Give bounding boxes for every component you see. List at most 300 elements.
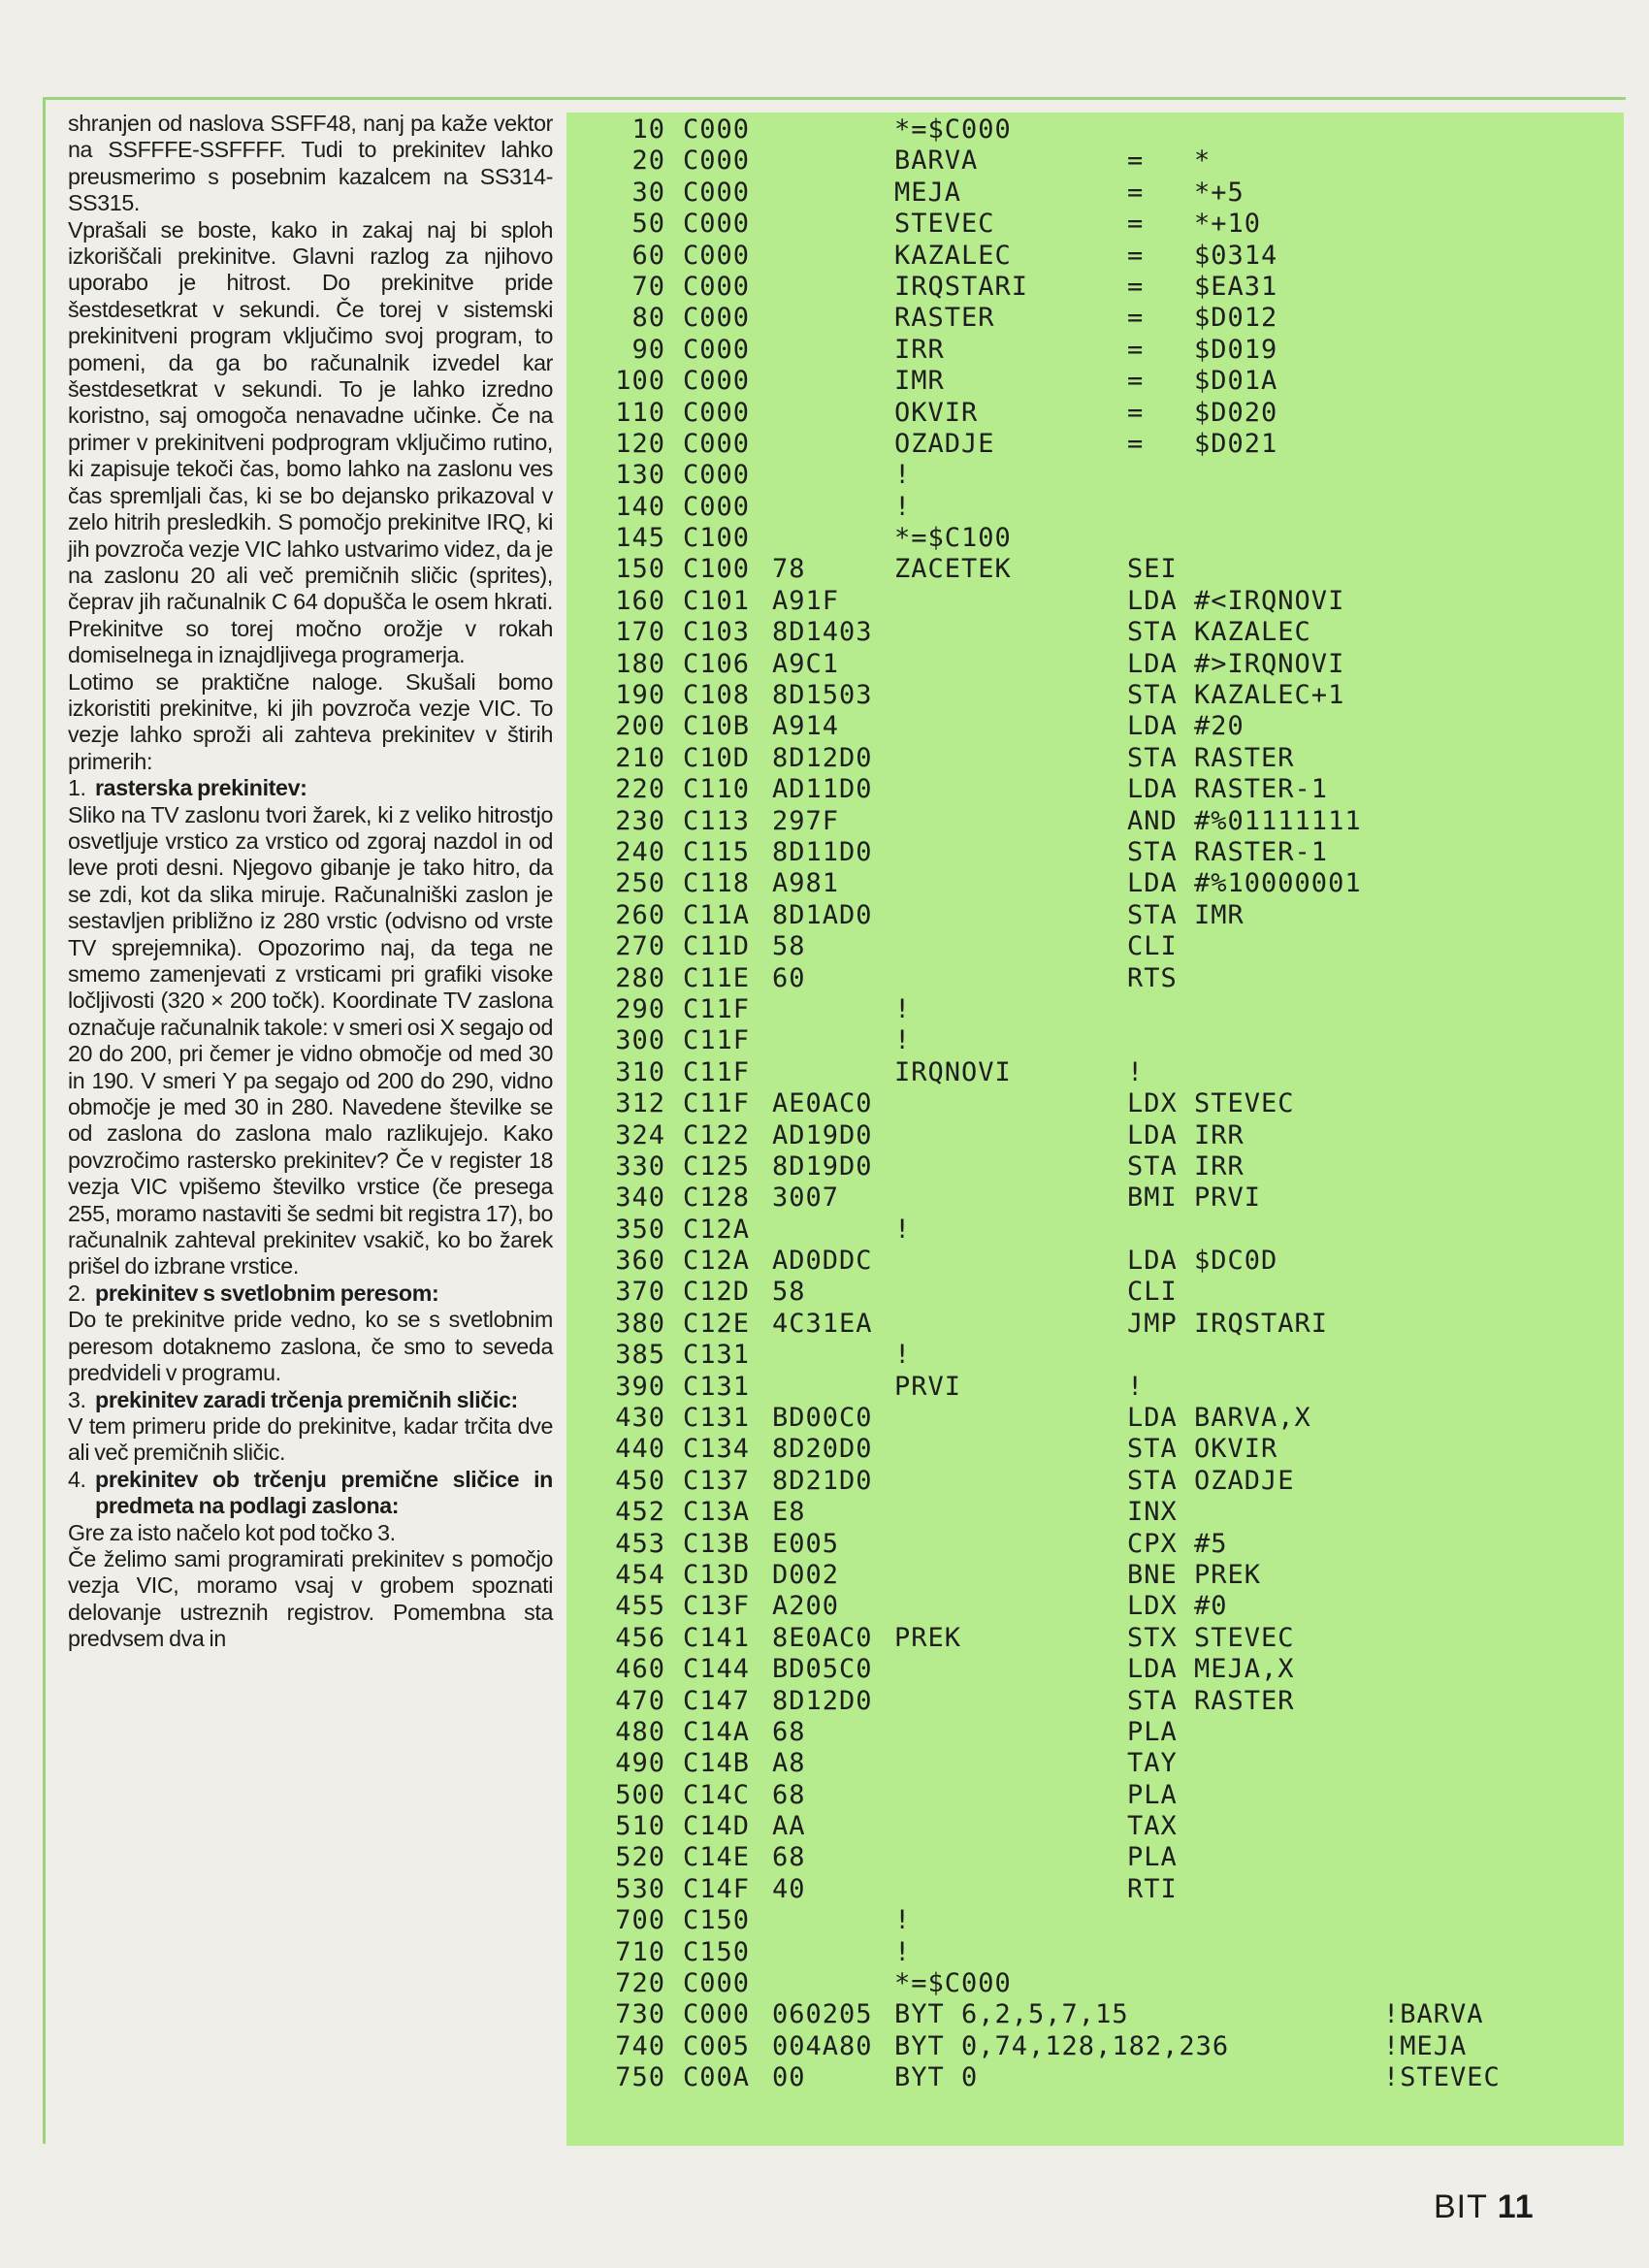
code-line — [578, 303, 1616, 334]
line-number: 240 — [615, 836, 665, 867]
line-number: 270 — [615, 931, 665, 962]
address: C11D — [683, 931, 751, 962]
code-line — [578, 1591, 1616, 1622]
line-number: 500 — [615, 1779, 665, 1810]
assembly-code-listing — [578, 114, 1616, 2094]
code-line — [578, 806, 1616, 837]
address: C134 — [683, 1434, 751, 1465]
operation: LDA IRR — [1127, 1119, 1245, 1150]
line-number: 50 — [631, 209, 665, 240]
code-line — [578, 366, 1616, 397]
hex-bytes: 60 — [772, 962, 806, 993]
address: C137 — [683, 1465, 751, 1496]
code-line — [578, 1811, 1616, 1842]
label: IMR — [894, 366, 945, 397]
line-number: 80 — [631, 303, 665, 334]
address: C000 — [683, 303, 751, 334]
line-number: 430 — [615, 1403, 665, 1434]
line-number: 720 — [615, 1968, 665, 1999]
line-number: 370 — [615, 1277, 665, 1308]
list-heading — [68, 1467, 553, 1520]
label: MEJA — [894, 177, 962, 208]
code-line — [578, 1780, 1616, 1811]
address: C131 — [683, 1403, 751, 1434]
code-line — [578, 1088, 1616, 1119]
code-line — [578, 1654, 1616, 1685]
line-number: 460 — [615, 1654, 665, 1685]
code-line — [578, 1151, 1616, 1183]
operation: = $D01A — [1127, 366, 1278, 397]
address: C000 — [683, 114, 751, 145]
page-footer — [1434, 2188, 1535, 2226]
code-line — [578, 178, 1616, 209]
article-text-column — [68, 111, 553, 1653]
hex-bytes: A981 — [772, 868, 840, 899]
code-line — [578, 1874, 1616, 1905]
line-number: 330 — [615, 1150, 665, 1182]
label: ! — [894, 1025, 912, 1056]
label: OKVIR — [894, 397, 979, 428]
hex-bytes: 004A80 — [772, 2030, 873, 2061]
operation: INX — [1127, 1497, 1178, 1528]
operation: CLI — [1127, 931, 1178, 962]
label: STEVEC — [894, 209, 995, 240]
list-number: 3. — [68, 1386, 86, 1412]
line-number: 140 — [615, 491, 665, 522]
label: OZADJE — [894, 428, 995, 459]
line-number: 312 — [615, 1088, 665, 1119]
code-line — [578, 586, 1616, 617]
line-number: 145 — [615, 523, 665, 554]
hex-bytes: 8D12D0 — [772, 742, 873, 773]
operation: LDA #<IRQNOVI — [1127, 585, 1345, 616]
operation: CPX #5 — [1127, 1528, 1228, 1559]
list-heading — [68, 1280, 553, 1307]
address: C11F — [683, 1025, 751, 1056]
operation: CLI — [1127, 1277, 1178, 1308]
line-number: 290 — [615, 993, 665, 1024]
list-heading-text: rasterska prekinitev: — [95, 775, 307, 801]
address: C000 — [683, 177, 751, 208]
list-number: 1. — [68, 775, 86, 801]
label: ! — [894, 1905, 912, 1936]
code-line — [578, 1025, 1616, 1056]
address: C14B — [683, 1748, 751, 1779]
operation: LDA #>IRQNOVI — [1127, 648, 1345, 679]
address: C100 — [683, 523, 751, 554]
line-number: 455 — [615, 1591, 665, 1622]
address: C11A — [683, 899, 751, 930]
line-number: 452 — [615, 1497, 665, 1528]
code-line — [578, 1968, 1616, 1999]
address: C00A — [683, 2062, 751, 2093]
hex-bytes: BD05C0 — [772, 1654, 873, 1685]
code-line — [578, 1560, 1616, 1591]
paragraph: Če želimo sami programirati prekinitev s pomočjo vezja VIC, moramo vsaj v grobem spoznati delovanje ustreznih registrov. Pomembna sta predvsem dva in — [68, 1545, 553, 1652]
address: C108 — [683, 680, 751, 711]
hex-bytes: 68 — [772, 1842, 806, 1873]
address: C000 — [683, 209, 751, 240]
code-line — [578, 523, 1616, 554]
line-number: 150 — [615, 554, 665, 585]
operation: BMI PRVI — [1127, 1183, 1262, 1214]
operation: STA IRR — [1127, 1150, 1245, 1182]
hex-bytes: 060205 — [772, 1999, 873, 2030]
line-number: 210 — [615, 742, 665, 773]
label: PRVI — [894, 1371, 962, 1402]
line-number: 730 — [615, 1999, 665, 2030]
line-number: 250 — [615, 868, 665, 899]
code-line — [578, 680, 1616, 711]
page-number: 11 — [1497, 2188, 1535, 2225]
hex-bytes: 8D11D0 — [772, 836, 873, 867]
hex-bytes: 40 — [772, 1873, 806, 1904]
code-line — [578, 963, 1616, 994]
hex-bytes: D002 — [772, 1559, 840, 1590]
code-line — [578, 429, 1616, 460]
line-number: 190 — [615, 680, 665, 711]
address: C100 — [683, 554, 751, 585]
address: C13A — [683, 1497, 751, 1528]
label: IRQNOVI — [894, 1056, 1012, 1087]
operation: = $0314 — [1127, 240, 1278, 271]
operation: TAY — [1127, 1748, 1178, 1779]
hex-bytes: A200 — [772, 1591, 840, 1622]
comment: !STEVEC — [1383, 2062, 1501, 2093]
line-number: 280 — [615, 962, 665, 993]
list-heading — [68, 1387, 553, 1413]
hex-bytes: 8E0AC0 — [772, 1622, 873, 1653]
operation: TAX — [1127, 1811, 1178, 1842]
paragraph: Gre za isto načelo kot pod točko 3. — [68, 1519, 396, 1545]
operation: RTS — [1127, 962, 1178, 993]
address: C000 — [683, 334, 751, 365]
code-line — [578, 272, 1616, 303]
line-number: 520 — [615, 1842, 665, 1873]
operation: STA RASTER — [1127, 742, 1295, 773]
code-line — [578, 1434, 1616, 1465]
hex-bytes: 8D19D0 — [772, 1150, 873, 1182]
label: ! — [894, 460, 912, 491]
address: C106 — [683, 648, 751, 679]
operation: LDA BARVA,X — [1127, 1403, 1311, 1434]
address: C000 — [683, 366, 751, 397]
hex-bytes: 8D12D0 — [772, 1685, 873, 1716]
line-number: 300 — [615, 1025, 665, 1056]
code-line — [578, 994, 1616, 1025]
operation: STA RASTER — [1127, 1685, 1295, 1716]
code-line — [578, 711, 1616, 742]
address: C128 — [683, 1183, 751, 1214]
line-number: 740 — [615, 2030, 665, 2061]
line-number: 453 — [615, 1528, 665, 1559]
operation: = *+5 — [1127, 177, 1245, 208]
address: C14E — [683, 1842, 751, 1873]
code-line — [578, 1529, 1616, 1560]
address: C13F — [683, 1591, 751, 1622]
line-number: 350 — [615, 1214, 665, 1245]
line-number: 480 — [615, 1716, 665, 1747]
operation: = $EA31 — [1127, 271, 1278, 302]
label: ! — [894, 1936, 912, 1967]
code-line — [578, 743, 1616, 774]
line-number: 530 — [615, 1873, 665, 1904]
hex-bytes: 58 — [772, 931, 806, 962]
hex-bytes: 8D20D0 — [772, 1434, 873, 1465]
code-line — [578, 1466, 1616, 1497]
code-line — [578, 649, 1616, 680]
paragraph: Vprašali se boste, kako in zakaj naj bi sploh izkoriščali prekinitve. Glavni razlog za njihovo uporabo je hitrost. Do prekinitve pride šestdesetkrat v sekundi. Če torej v sistemski prekinitveni program vključimo svoj program, to pomeni, da ga bo računalnik izvedel kar šestdesetkrat v sekundi. To je lahko izredno koristno, saj omogoča nenavadne učinke. Če na primer v prekinitveni podprogram vključimo rutino, ki zapisuje tekoči čas, bomo lahko na zaslonu ves čas spremljali čas, ki se bo dejansko prikazoval v zelo hitrih presledkih. S pomočjo prekinitve IRQ, ki jih povzroča vezje VIC lahko ustvarimo videz, da je na zaslonu 20 ali več premičnih sličic (sprites), čeprav jih računalnik C 64 dopušča le osem hkrati. Prekinitve so torej močno orožje v rokah domiselnega in iznajdljivega programerja. — [68, 216, 553, 668]
code-line — [578, 1999, 1616, 2030]
code-line — [578, 1403, 1616, 1434]
address: C12E — [683, 1308, 751, 1339]
address: C144 — [683, 1654, 751, 1685]
hex-bytes: AD0DDC — [772, 1246, 873, 1277]
line-number: 200 — [615, 711, 665, 742]
operation: = $D020 — [1127, 397, 1278, 428]
code-line — [578, 617, 1616, 648]
code-line — [578, 146, 1616, 177]
line-number: 70 — [631, 271, 665, 302]
label: BARVA — [894, 146, 979, 177]
label: IRQSTARI — [894, 271, 1029, 302]
address: C115 — [683, 836, 751, 867]
list-heading — [68, 775, 553, 801]
list-heading-text: prekinitev zaradi trčenja premičnih sličic: — [95, 1386, 518, 1412]
operation: STX STEVEC — [1127, 1622, 1295, 1653]
line-number: 60 — [631, 240, 665, 271]
line-number: 390 — [615, 1371, 665, 1402]
paragraph: Lotimo se praktične naloge. Skušali bomo izkoristiti prekinitve, ki jih povzroča vezje VIC. To vezje lahko sproži ali zahteva prekinitev v štirih primerih: — [68, 668, 553, 774]
operation: AND #%01111111 — [1127, 805, 1362, 836]
label: KAZALEC — [894, 240, 1012, 271]
hex-bytes: 297F — [772, 805, 840, 836]
paragraph: V tem primeru pride do prekinitve, kadar trčita dve ali več premičnih sličic. — [68, 1412, 553, 1466]
line-number: 310 — [615, 1056, 665, 1087]
hex-bytes: 68 — [772, 1716, 806, 1747]
address: C10D — [683, 742, 751, 773]
address: C11E — [683, 962, 751, 993]
list-heading-text: prekinitev s svetlobnim peresom: — [95, 1280, 439, 1306]
line-number: 130 — [615, 460, 665, 491]
code-line — [578, 1246, 1616, 1277]
code-line — [578, 460, 1616, 491]
line-number: 380 — [615, 1308, 665, 1339]
label: ! — [894, 1214, 912, 1245]
line-number: 10 — [631, 114, 665, 145]
hex-bytes: 8D1AD0 — [772, 899, 873, 930]
address: C110 — [683, 774, 751, 805]
code-line — [578, 1309, 1616, 1340]
hex-bytes: BD00C0 — [772, 1403, 873, 1434]
operation: STA KAZALEC+1 — [1127, 680, 1345, 711]
hex-bytes: 00 — [772, 2062, 806, 2093]
comment: !BARVA — [1383, 1999, 1484, 2030]
address: C000 — [683, 1968, 751, 1999]
hex-bytes: 8D1503 — [772, 680, 873, 711]
operation: STA RASTER-1 — [1127, 836, 1329, 867]
operation: = $D021 — [1127, 428, 1278, 459]
hex-bytes: 68 — [772, 1779, 806, 1810]
code-line — [578, 1340, 1616, 1371]
operation: PLA — [1127, 1779, 1178, 1810]
line-number: 220 — [615, 774, 665, 805]
operation: LDA $DC0D — [1127, 1246, 1278, 1277]
code-line — [578, 1183, 1616, 1214]
address: C12D — [683, 1277, 751, 1308]
code-line — [578, 931, 1616, 962]
hex-bytes: 8D21D0 — [772, 1465, 873, 1496]
paragraph: shranjen od naslova SSFF48, nanj pa kaže vektor na SSFFFE-SSFFFF. Tudi to prekinitev lahko preusmerimo s posebnim kazalcem na SS314-SS315. — [68, 111, 553, 216]
label: ! — [894, 491, 912, 522]
operation: LDX #0 — [1127, 1591, 1228, 1622]
label: BYT 0,74,128,182,236 — [894, 2030, 1230, 2061]
code-line — [578, 1120, 1616, 1151]
line-number: 324 — [615, 1119, 665, 1150]
label: ! — [894, 1340, 912, 1371]
code-line — [578, 114, 1616, 146]
code-line — [578, 554, 1616, 585]
line-number: 180 — [615, 648, 665, 679]
line-number: 470 — [615, 1685, 665, 1716]
hex-bytes: E005 — [772, 1528, 840, 1559]
address: C000 — [683, 460, 751, 491]
code-line — [578, 241, 1616, 272]
hex-bytes: AD11D0 — [772, 774, 873, 805]
address: C11F — [683, 1088, 751, 1119]
code-line — [578, 1748, 1616, 1779]
address: C150 — [683, 1936, 751, 1967]
hex-bytes: AE0AC0 — [772, 1088, 873, 1119]
line-number: 170 — [615, 617, 665, 648]
code-line — [578, 398, 1616, 429]
code-line — [578, 1937, 1616, 1968]
line-number: 450 — [615, 1465, 665, 1496]
list-heading-text: prekinitev ob trčenju premične sličice in predmeta na podlagi zaslona: — [95, 1466, 553, 1519]
address: C122 — [683, 1119, 751, 1150]
address: C131 — [683, 1340, 751, 1371]
address: C14F — [683, 1873, 751, 1904]
line-number: 750 — [615, 2062, 665, 2093]
code-line — [578, 209, 1616, 240]
address: C125 — [683, 1150, 751, 1182]
label: *=$C100 — [894, 523, 1012, 554]
code-line — [578, 1057, 1616, 1088]
comment: !MEJA — [1383, 2030, 1468, 2061]
label: IRR — [894, 334, 945, 365]
hex-bytes: 4C31EA — [772, 1308, 873, 1339]
operation: STA OZADJE — [1127, 1465, 1295, 1496]
operation: PLA — [1127, 1716, 1178, 1747]
code-line — [578, 1215, 1616, 1246]
operation: = * — [1127, 146, 1212, 177]
paragraph: Sliko na TV zaslonu tvori žarek, ki z veliko hitrostjo osvetljuje vrstico za vrstico od zgoraj nazdol in od leve proti desni. Njegovo gibanje je tako hitro, da se zdi, kot da slika miruje. Računalniški zaslon je sestavljen približno iz 280 vrstic (odvisno od vrste TV sprejemnika). Opozorimo naj, da tega ne smemo zamenjevati z vrsticami pri grafiki visoke ločljivosti (320 × 200 točk). Koordinate TV zaslona označuje računalnik takole: v smeri osi X segajo od 20 do 200, pri čemer je vidno območje od med 30 in 190. V smeri Y pa segajo od 200 do 290, vidno območje je med 30 in 280. Navedene številke se od zaslona do zaslona malo razlikujejo. Kako povzročimo rastersko prekinitev? Če v register 18 vezja VIC vpišemo številko vrstice (če presega 255, moramo nastaviti še sedmi bit registra 17), bo računalnik zahteval prekinitev vsakič, ko bo žarek prišel do izbrane vrstice. — [68, 801, 554, 1280]
code-line — [578, 492, 1616, 523]
address: C12A — [683, 1246, 751, 1277]
address: C11F — [683, 993, 751, 1024]
operation: LDA #%10000001 — [1127, 868, 1362, 899]
hex-bytes: AD19D0 — [772, 1119, 873, 1150]
code-line — [578, 1905, 1616, 1936]
address: C10B — [683, 711, 751, 742]
code-line — [578, 335, 1616, 366]
line-number: 120 — [615, 428, 665, 459]
hex-bytes: A9C1 — [772, 648, 840, 679]
hex-bytes: 78 — [772, 554, 806, 585]
line-number: 100 — [615, 366, 665, 397]
address: C14A — [683, 1716, 751, 1747]
code-line — [578, 1842, 1616, 1873]
hex-bytes: 3007 — [772, 1183, 840, 1214]
operation: JMP IRQSTARI — [1127, 1308, 1329, 1339]
address: C000 — [683, 491, 751, 522]
line-number: 360 — [615, 1246, 665, 1277]
line-number: 490 — [615, 1748, 665, 1779]
line-number: 230 — [615, 805, 665, 836]
address: C000 — [683, 1999, 751, 2030]
operation: = $D019 — [1127, 334, 1278, 365]
paragraph: Do te prekinitve pride vedno, ko se s svetlobnim peresom dotaknemo zaslona, če smo to seveda predvideli v programu. — [68, 1307, 553, 1386]
address: C13B — [683, 1528, 751, 1559]
hex-bytes: A8 — [772, 1748, 806, 1779]
operation: STA KAZALEC — [1127, 617, 1311, 648]
code-line — [578, 1623, 1616, 1654]
address: C11F — [683, 1056, 751, 1087]
magazine-name: BIT — [1434, 2188, 1488, 2225]
line-number: 700 — [615, 1905, 665, 1936]
code-line — [578, 837, 1616, 868]
hex-bytes: 8D1403 — [772, 617, 873, 648]
address: C000 — [683, 146, 751, 177]
address: C150 — [683, 1905, 751, 1936]
address: C113 — [683, 805, 751, 836]
code-line — [578, 900, 1616, 931]
code-line — [578, 1372, 1616, 1403]
operation: LDX STEVEC — [1127, 1088, 1295, 1119]
label: PREK — [894, 1622, 962, 1653]
operation: = *+10 — [1127, 209, 1262, 240]
label: *=$C000 — [894, 1968, 1012, 1999]
code-line — [578, 1497, 1616, 1528]
line-number: 340 — [615, 1183, 665, 1214]
operation: ! — [1127, 1371, 1145, 1402]
list-number: 2. — [68, 1280, 86, 1306]
code-line — [578, 2062, 1616, 2093]
address: C14D — [683, 1811, 751, 1842]
address: C13D — [683, 1559, 751, 1590]
address: C141 — [683, 1622, 751, 1653]
operation: SEI — [1127, 554, 1178, 585]
line-number: 385 — [615, 1340, 665, 1371]
line-number: 510 — [615, 1811, 665, 1842]
operation: STA OKVIR — [1127, 1434, 1278, 1465]
operation: ! — [1127, 1056, 1145, 1087]
code-line — [578, 1717, 1616, 1748]
address: C147 — [683, 1685, 751, 1716]
line-number: 454 — [615, 1559, 665, 1590]
operation: LDA MEJA,X — [1127, 1654, 1295, 1685]
address: C000 — [683, 271, 751, 302]
hex-bytes: 58 — [772, 1277, 806, 1308]
operation: LDA RASTER-1 — [1127, 774, 1329, 805]
address: C12A — [683, 1214, 751, 1245]
line-number: 90 — [631, 334, 665, 365]
address: C000 — [683, 397, 751, 428]
label: ZACETEK — [894, 554, 1012, 585]
line-number: 160 — [615, 585, 665, 616]
address: C118 — [683, 868, 751, 899]
hex-bytes: A914 — [772, 711, 840, 742]
